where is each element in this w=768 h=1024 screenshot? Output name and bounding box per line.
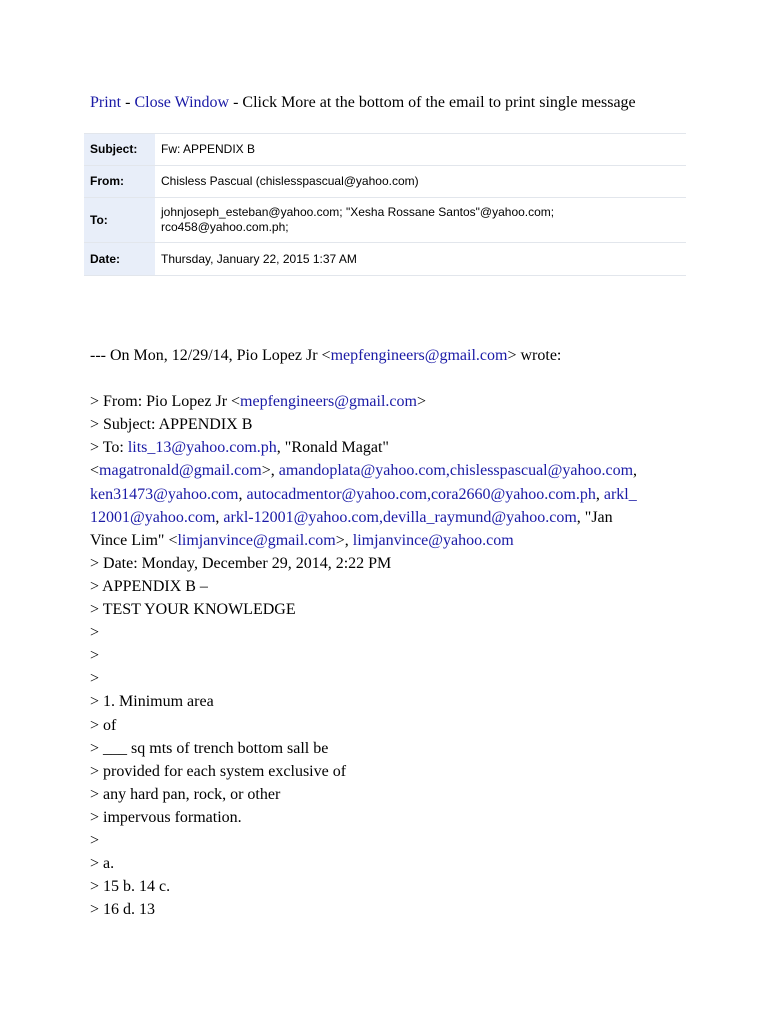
- quoted-to-line-2: [90, 459, 680, 482]
- print-toolbar: [90, 93, 636, 113]
- from-value: Chisless Pascual (chislesspascual@yahoo.com): [155, 166, 686, 198]
- to-row: [84, 198, 686, 243]
- sender-email-link[interactable]: mepfengineers@gmail.com: [330, 347, 508, 364]
- recipient-name-vince-lim: Vince Lim" <: [90, 531, 178, 549]
- message-body: [90, 344, 680, 921]
- recipient-link-limjanvince-yahoo[interactable]: limjanvince@yahoo.com: [352, 531, 514, 549]
- quoted-to-prefix: > To:: [90, 439, 128, 457]
- message-line: > ___ sq mts of trench bottom sall be: [90, 739, 329, 757]
- quoted-to-line-4: [90, 506, 680, 529]
- date-label: Date:: [84, 243, 155, 276]
- recipient-name-magat: , "Ronald Magat": [276, 439, 389, 457]
- message-line: > a.: [90, 855, 115, 873]
- recipient-link-ken[interactable]: ken31473@yahoo.com: [90, 485, 239, 503]
- from-row: [84, 166, 686, 198]
- message-line: > 1. Minimum area: [90, 693, 214, 711]
- from-label: From:: [84, 166, 155, 198]
- recipient-separator: >,: [261, 462, 279, 480]
- message-line: > APPENDIX B –: [90, 577, 208, 595]
- print-link[interactable]: Print: [90, 94, 122, 111]
- recipient-separator: ,: [238, 485, 247, 503]
- date-value: Thursday, January 22, 2015 1:37 AM: [155, 243, 686, 276]
- quoted-subject-line: > Subject: APPENDIX B: [90, 416, 253, 434]
- quoted-from-email-link[interactable]: mepfengineers@gmail.com: [240, 393, 417, 411]
- subject-label: Subject:: [84, 134, 155, 166]
- recipient-name-jan: , "Jan: [576, 508, 613, 526]
- quote-intro-suffix: > wrote:: [507, 347, 562, 364]
- quoted-to-line-3: [90, 483, 680, 506]
- blank-line: [90, 367, 680, 390]
- email-header-table: [84, 133, 686, 276]
- recipient-bracket: <: [90, 462, 100, 480]
- message-line: >: [90, 670, 100, 688]
- recipient-separator: ,: [633, 462, 638, 480]
- quoted-from-line: [90, 390, 680, 413]
- to-value: [155, 198, 686, 243]
- subject-row: [84, 134, 686, 166]
- message-line: > impervous formation.: [90, 808, 242, 826]
- recipient-link-amandoplata[interactable]: amandoplata@yahoo.com,chislesspascual@yahoo.com: [278, 462, 634, 480]
- message-line: > 16 d. 13: [90, 901, 156, 919]
- close-window-link[interactable]: Close Window: [134, 94, 230, 111]
- recipient-link-magatronald[interactable]: magatronald@gmail.com: [99, 462, 262, 480]
- message-line: > 15 b. 14 c.: [90, 878, 171, 896]
- recipient-link-arkl-part2[interactable]: 12001@yahoo.com: [90, 508, 216, 526]
- recipient-separator: ,: [215, 508, 224, 526]
- quote-intro-prefix: --- On Mon, 12/29/14, Pio Lopez Jr <: [90, 347, 331, 364]
- message-line: >: [90, 624, 100, 642]
- quote-intro-line: [90, 344, 680, 367]
- quoted-to-line-1: [90, 436, 680, 459]
- message-line: > TEST YOUR KNOWLEDGE: [90, 601, 296, 619]
- toolbar-separator: -: [121, 94, 135, 111]
- message-line: > of: [90, 716, 117, 734]
- message-line: > Date: Monday, December 29, 2014, 2:22 PM: [90, 554, 392, 572]
- message-line: >: [90, 831, 100, 849]
- to-value-line-2: rco458@yahoo.com.ph;: [161, 220, 289, 234]
- print-instruction: - Click More at the bottom of the email to print single message: [229, 94, 636, 111]
- recipient-separator: ,: [595, 485, 604, 503]
- to-value-line-1: johnjoseph_esteban@yahoo.com; "Xesha Rossane Santos"@yahoo.com;: [161, 205, 555, 219]
- recipient-link-limjanvince-gmail[interactable]: limjanvince@gmail.com: [177, 531, 336, 549]
- quoted-from-suffix: >: [416, 393, 426, 411]
- recipient-link-autocadmentor[interactable]: autocadmentor@yahoo.com,cora2660@yahoo.com.ph: [246, 485, 596, 503]
- message-line: > provided for each system exclusive of: [90, 762, 347, 780]
- date-row: [84, 243, 686, 276]
- message-line: > any hard pan, rock, or other: [90, 785, 281, 803]
- to-label: To:: [84, 198, 155, 243]
- message-line: >: [90, 647, 100, 665]
- quoted-from-prefix: > From: Pio Lopez Jr <: [90, 393, 241, 411]
- recipient-link-lits[interactable]: lits_13@yahoo.com.ph: [127, 439, 277, 457]
- recipient-link-arkl-part1[interactable]: arkl_: [603, 485, 637, 503]
- recipient-separator: >,: [335, 531, 353, 549]
- subject-value: Fw: APPENDIX B: [155, 134, 686, 166]
- quoted-to-line-5: [90, 529, 680, 552]
- recipient-link-arkl-12001[interactable]: arkl-12001@yahoo.com,devilla_raymund@yahoo.com: [223, 508, 577, 526]
